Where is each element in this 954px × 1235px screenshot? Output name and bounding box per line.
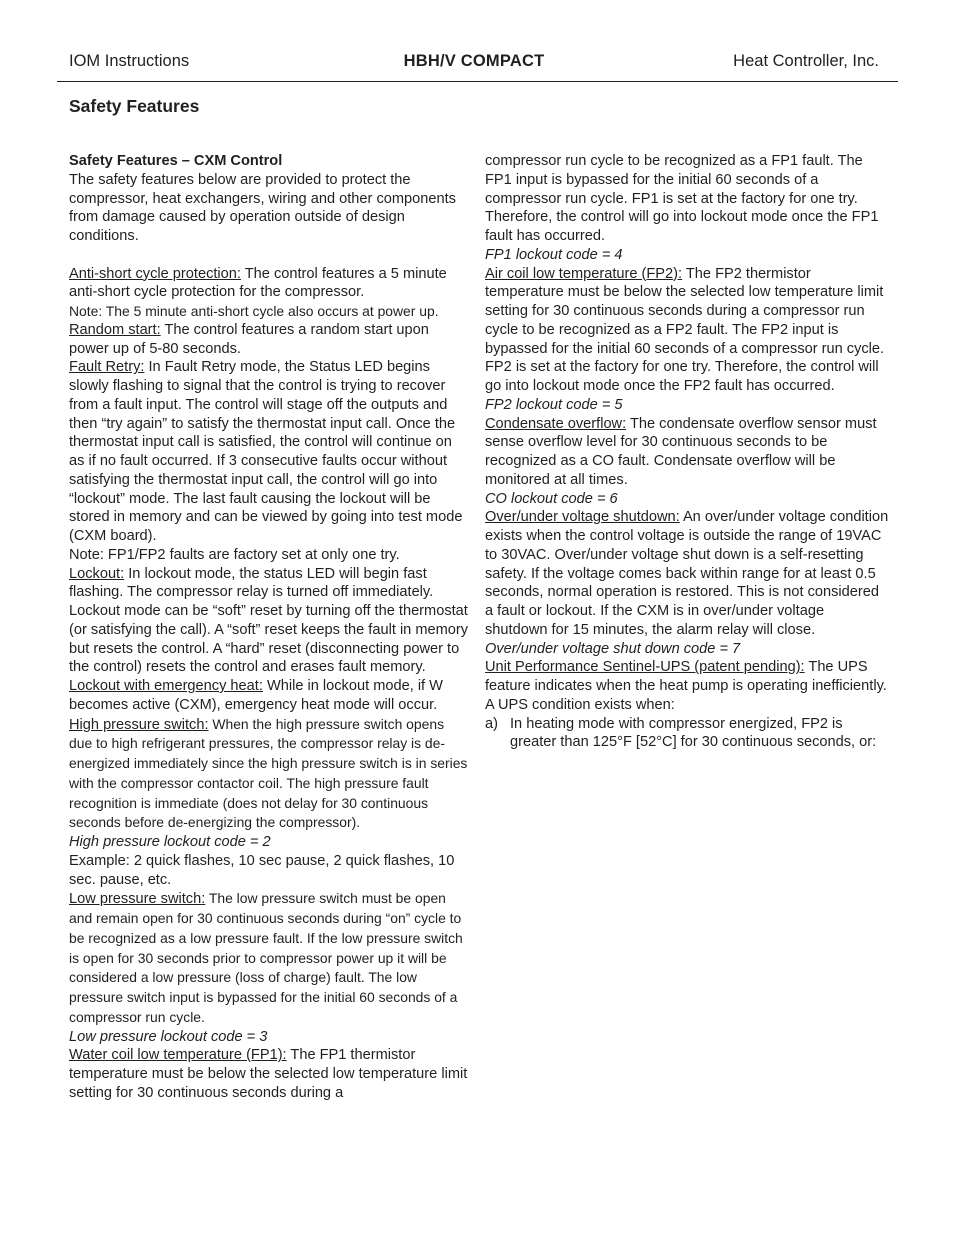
page-header [69, 52, 879, 76]
fault-retry-paragraph [69, 358, 469, 546]
high-pressure-text: When the high pressure switch opens due to high refrigerant pressures, the compressor relay is de-energized immediately since the high pressure switch is in series with the compressor contactor coil. The high pressure fault recognition is immediate (does not delay for 30 continuous seconds before de-energizing the compressor). [69, 715, 468, 831]
air-coil-paragraph [485, 265, 890, 396]
page-title: Safety Features [69, 96, 200, 116]
lockout-label: Lockout: [69, 565, 125, 582]
lockout-emergency-paragraph [69, 677, 469, 715]
air-coil-label: Air coil low temperature (FP2): [485, 265, 683, 282]
header-company: Heat Controller, Inc. [733, 52, 879, 70]
section-subheading: Safety Features – CXM Control [69, 153, 283, 169]
low-pressure-text: The low pressure switch must be open and remain open for 30 continuous seconds during “on” cycle to be recognized as a low pressure fault. If the low pressure switch is open for 30 seconds prior to compressor power up it will be considered a low pressure (loss of charge) fault. The low pressure switch input is bypassed for the initial 60 seconds of a compressor run cycle. [69, 890, 463, 1025]
condensate-label: Condensate overflow: [485, 415, 627, 432]
lockout-emergency-label: Lockout with emergency heat: [69, 678, 263, 694]
condensate-paragraph [485, 415, 890, 490]
low-pressure-label: Low pressure switch: [69, 891, 206, 908]
water-coil-paragraph [69, 1046, 469, 1102]
low-pressure-paragraph [69, 889, 469, 1027]
water-coil-label: Water coil low temperature (FP1): [69, 1047, 287, 1064]
fault-note: Note: FP1/FP2 faults are factory set at only one try. [69, 546, 400, 563]
random-start-text: The control features a random start upon power up of 5-80 seconds. [69, 321, 429, 357]
fp2-code: FP2 lockout code = 5 [485, 396, 623, 413]
high-pressure-code: High pressure lockout code = 2 [69, 834, 271, 850]
co-code: CO lockout code = 6 [485, 490, 618, 507]
anti-short-note: Note: The 5 minute anti-short cycle also occurs at power up. [69, 303, 439, 319]
lockout-paragraph [69, 565, 469, 678]
fault-retry-label: Fault Retry: [69, 359, 145, 376]
voltage-text: An over/under voltage condition exists when the control voltage is outside the range of 19VAC to 30VAC. Over/under voltage shut down is a self-resetting safety. If the voltage comes back within range for at least 0.5 seconds, normal operation is restored. This is not considered a fault or lockout. If the CXM is in over/under voltage shutdown for 15 minutes, the alarm relay will close. [485, 509, 889, 638]
air-coil-text: The FP2 thermistor temperature must be below the selected low temperature limit setting for 30 continuous seconds during a compressor run cycle to be recognized as a FP2 fault. The FP2 input is bypassed for the initial 60 seconds of a compressor run cycle. FP2 is set at the factory for one try. Therefore, the control will go into lockout mode once the FP2 fault has occurred. [485, 265, 885, 394]
low-pressure-code: Low pressure lockout code = 3 [69, 1028, 268, 1045]
example-paragraph: Example: 2 quick flashes, 10 sec pause, 2 quick flashes, 10 sec. pause, etc. [69, 852, 455, 888]
fp1-continued-paragraph: compressor run cycle to be recognized as a FP1 fault. The FP1 input is bypassed for the initial 60 seconds of a compressor run cycle. FP1 is set at the factory for one try. Therefore, the control will go into lockout mode once the FP1 fault has occurred. [485, 153, 879, 244]
condensate-text: The condensate overflow sensor must sense overflow level for 30 continuous seconds to be recognized as a CO fault. Condensate overflow will be monitored at all times. [485, 415, 877, 488]
random-start-paragraph [69, 321, 469, 359]
header-left: IOM Instructions [69, 52, 190, 70]
high-pressure-label: High pressure switch: [69, 716, 209, 733]
list-item [485, 715, 890, 753]
high-pressure-paragraph [69, 715, 469, 834]
ups-paragraph [485, 658, 890, 714]
anti-short-paragraph [69, 265, 469, 303]
intro-paragraph: The safety features below are provided to protect the compressor, heat exchangers, wiring and other components from damage caused by operation outside of design conditions. [69, 171, 456, 244]
ups-label: Unit Performance Sentinel-UPS (patent pending): [485, 659, 805, 676]
list-item-text: In heating mode with compressor energized, FP2 is greater than 125°F [52°C] for 30 continuous seconds, or: [510, 715, 877, 751]
lockout-text: In lockout mode, the status LED will begin fast flashing. The compressor relay is turned off immediately. Lockout mode can be “soft” reset by turning off the thermostat (or satisfying the call). A “soft” reset keeps the fault in memory but resets the control. A “hard” reset (disconnecting power to the control) resets the control and erases fault memory. [69, 565, 469, 676]
spacer [69, 246, 469, 265]
voltage-label: Over/under voltage shutdown: [485, 509, 680, 526]
left-column [69, 152, 469, 1103]
header-product-name: HBH/V COMPACT [403, 52, 545, 70]
ups-text: The UPS feature indicates when the heat pump is operating inefficiently. A UPS condition exists when: [485, 659, 887, 713]
list-marker: a) [485, 715, 498, 732]
fault-retry-text: In Fault Retry mode, the Status LED begins slowly flashing to signal that the control is trying to recover from a fault input. The control will stage off the outputs and then “try again” to satisfy the thermostat input call. Once the thermostat input call is satisfied, the control will continue on as if no fault occurred. If 3 consecutive faults occur without satisfying the thermostat input call, the control will go into “lockout” mode. The last fault causing the lockout will be stored in memory and can be viewed by going into test mode (CXM board). [69, 359, 463, 544]
random-start-label: Random start: [69, 321, 161, 338]
voltage-code: Over/under voltage shut down code = 7 [485, 640, 741, 657]
anti-short-text: The control features a 5 minute anti-short cycle protection for the compressor. [69, 265, 447, 301]
voltage-paragraph [485, 508, 890, 639]
water-coil-text: The FP1 thermistor temperature must be below the selected low temperature limit setting for 30 continuous seconds during a [69, 1047, 468, 1101]
header-rule [57, 81, 898, 82]
lockout-emergency-text: While in lockout mode, if W becomes active (CXM), emergency heat mode will occur. [69, 678, 443, 713]
anti-short-label: Anti-short cycle protection: [69, 265, 241, 282]
fp1-code: FP1 lockout code = 4 [485, 246, 623, 263]
right-column [485, 152, 890, 752]
